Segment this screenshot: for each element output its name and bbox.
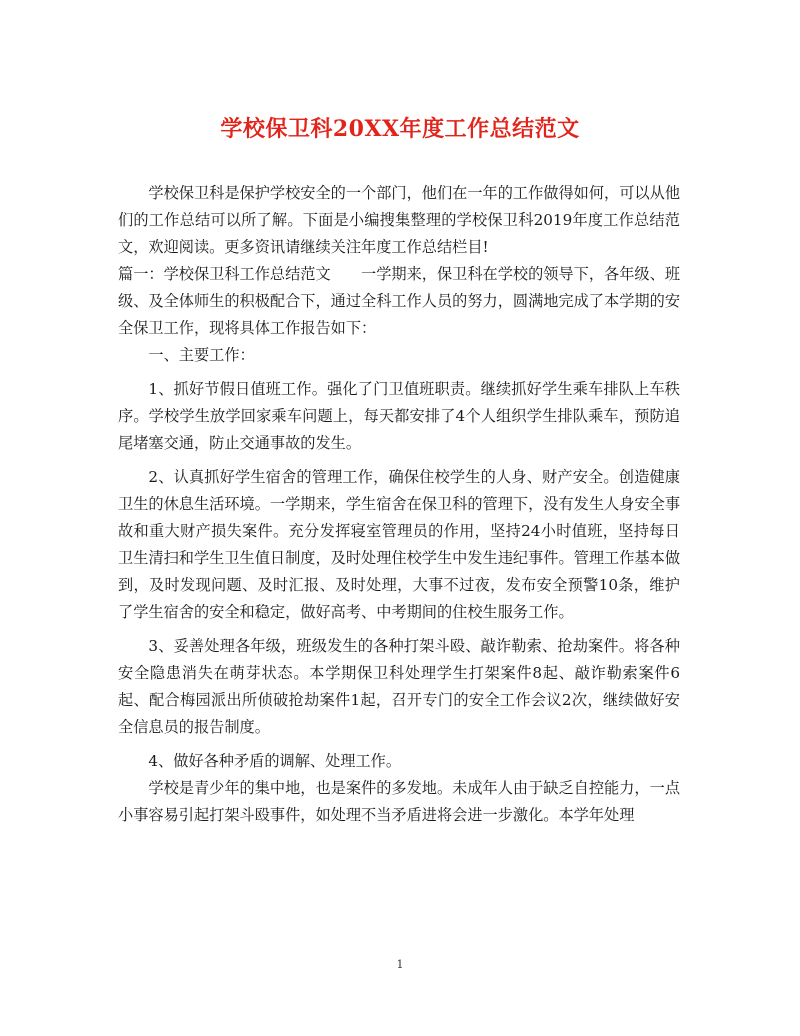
work-item-2: 2、认真抓好学生宿舍的管理工作，确保住校学生的人身、财产安全。创造健康卫生的休息生活环境。一学期来，学生宿舍在保卫科的管理下，没有发生人身安全事故和重大财产损失案件。充分发挥寝室管理员的作用，坚持24小时值班，坚持每日卫生清扫和学生卫生值日制度，及时处理住校学生中发生违纪事件。管理工作基本做到，及时发现问题、及时汇报、及时处理，大事不过夜，发布安全预警10条，维护了学生宿舍的安全和稳定，做好高考、中考期间的住校生服务工作。: [118, 468, 680, 621]
work-item-1: 1、抓好节假日值班工作。强化了门卫值班职责。继续抓好学生乘车排队上车秩序。学校学生放学回家乘车问题上，每天都安排了4个人组织学生排队乘车，预防追尾堵塞交通，防止交通事故的发生。: [118, 380, 680, 452]
work-item-3: 3、妥善处理各年级，班级发生的各种打架斗殴、敲诈勒索、抢劫案件。将各种安全隐患消失在萌芽状态。本学期保卫科处理学生打架案件8起、敲诈勒索案件6起、配合梅园派出所侦破抢劫案件1起，召开专门的安全工作会议2次，继续做好安全信息员的报告制度。: [118, 637, 680, 736]
work-item-4-detail: 学校是青少年的集中地，也是案件的多发地。未成年人由于缺乏自控能力，一点小事容易引起打架斗殴事件，如处理不当矛盾进将会进一步激化。本学年处理: [118, 779, 680, 824]
document-body: [118, 180, 680, 829]
work-item-4: 4、做好各种矛盾的调解、处理工作。: [148, 752, 402, 770]
section-intro-paragraph: 篇一：学校保卫科工作总结范文 一学期来，保卫科在学校的领导下，各年级、班级、及全体师生的积极配合下，通过全科工作人员的努力，圆满地完成了本学期的安全保卫工作，现将具体工作报告如下：: [118, 265, 680, 337]
document-title: 学校保卫科20XX年度工作总结范文: [220, 116, 580, 142]
main-work-heading: 一、主要工作：: [148, 346, 255, 364]
intro-paragraph: 学校保卫科是保护学校安全的一个部门，他们在一年的工作做得如何，可以从他们的工作总结可以所了解。下面是小编搜集整理的学校保卫科2019年度工作总结范文，欢迎阅读。更多资讯请继续关注年度工作总结栏目!: [118, 184, 680, 256]
page-number: 1: [396, 958, 404, 971]
